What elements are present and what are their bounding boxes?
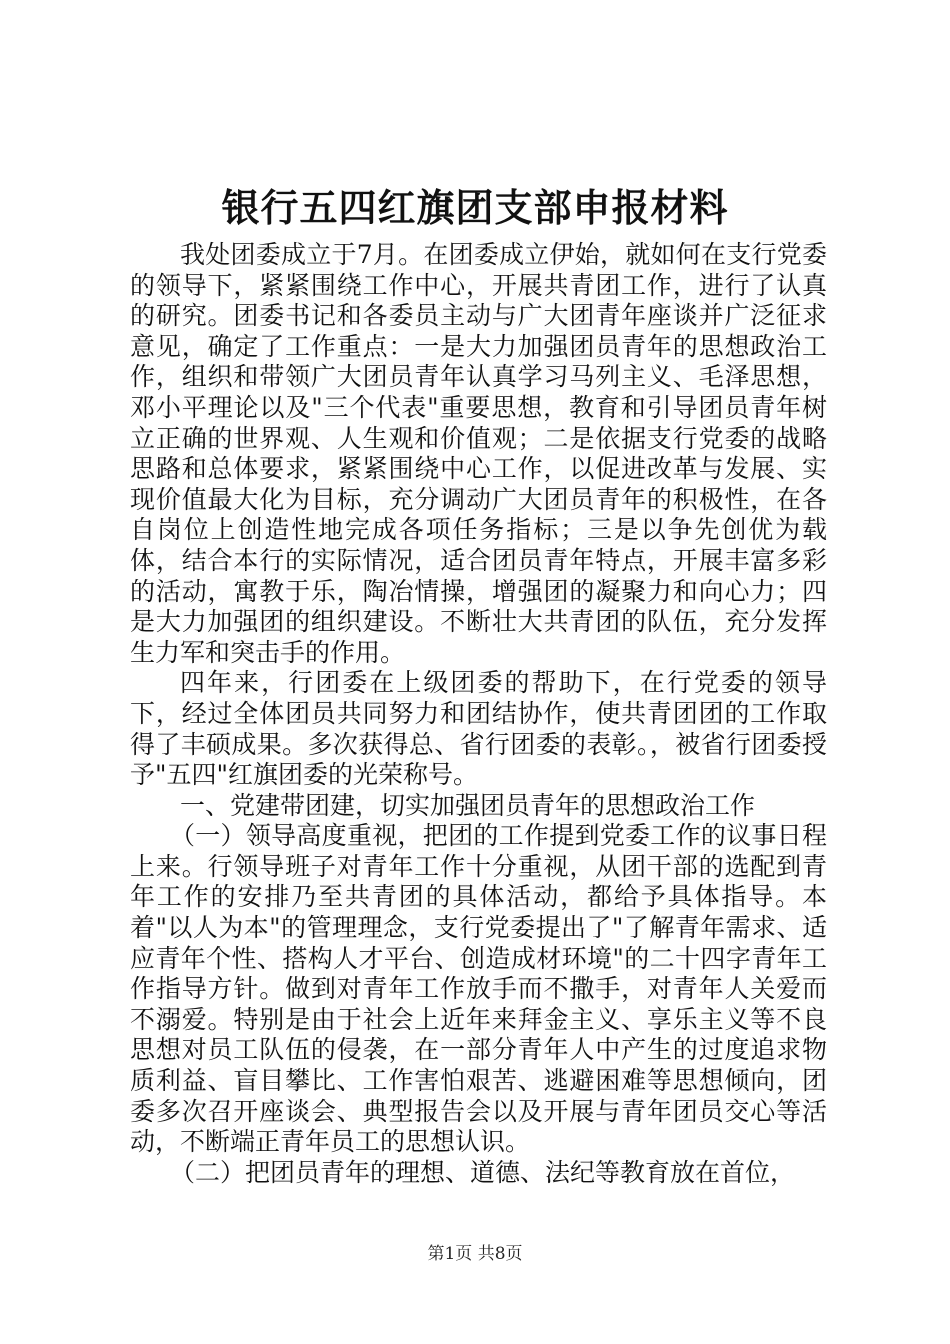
subsection-2-paragraph: （二）把团员青年的理想、道德、法纪等教育放在首位， bbox=[170, 1157, 796, 1187]
paragraph-intro: 我处团委成立于7月。在团委成立伊始，就如何在支行党委的领导下，紧紧围绕工作中心，开展共青团工作，进行了认真的研究。团委书记和各委员主动与广大团青年座谈并广泛征求意见，确定了工作重点：一是大力加强团员青年的思想政治工作，组织和带领广大团员青年认真学习马列主义、毛泽思想，邓小平理论以及"三个代表"重要思想，教育和引导团员青年树立正确的世界观、人生观和价值观；二是依据支行党委的战略思路和总体要求，紧紧围绕中心工作，以促进改革与发展、实现价值最大化为目标，充分调动广大团员青年的积极性，在各自岗位上创造性地完成各项任务指标；三是以争先创优为载体，结合本行的实际情况，适合团员青年特点，开展丰富多彩的活动，寓教于乐，陶冶情操，增强团的凝聚力和向心力；四是大力加强团的组织建设。不断壮大共青团的队伍，充分发挥生力军和突击手的作用。 bbox=[130, 240, 827, 667]
paragraph-achievements: 四年来，行团委在上级团委的帮助下，在行党委的领导下，经过全体团员共同努力和团结协作，使共青团团的工作取得了丰硕成果。多次获得总、省行团委的表彰。，被省行团委授予"五四"红旗团委的光荣称号。 bbox=[130, 668, 827, 790]
subsection-1-paragraph: （一）领导高度重视，把团的工作提到党委工作的议事日程上来。行领导班子对青年工作十分重视，从团干部的选配到青年工作的安排乃至共青团的具体活动，都给予具体指导。本着"以人为本"的管理理念，支行党委提出了"了解青年需求、适应青年个性、搭构人才平台、创造成材环境"的二十四字青年工作指导方针。做到对青年工作放手而不撒手，对青年人关爱而不溺爱。特别是由于社会上近年来拜金主义、享乐主义等不良思想对员工队伍的侵袭，在一部分青年人中产生的过度追求物质利益、盲目攀比、工作害怕艰苦、逃避困难等思想倾向，团委多次召开座谈会、典型报告会以及开展与青年团员交心等活动，不断端正青年员工的思想认识。 bbox=[130, 821, 827, 1157]
document-title: 银行五四红旗团支部申报材料 bbox=[221, 185, 729, 230]
section-heading-1: 一、党建带团建，切实加强团员青年的思想政治工作 bbox=[180, 790, 756, 820]
page-number-footer: 第1页 共8页 bbox=[427, 1244, 523, 1264]
document-body bbox=[130, 240, 827, 1188]
